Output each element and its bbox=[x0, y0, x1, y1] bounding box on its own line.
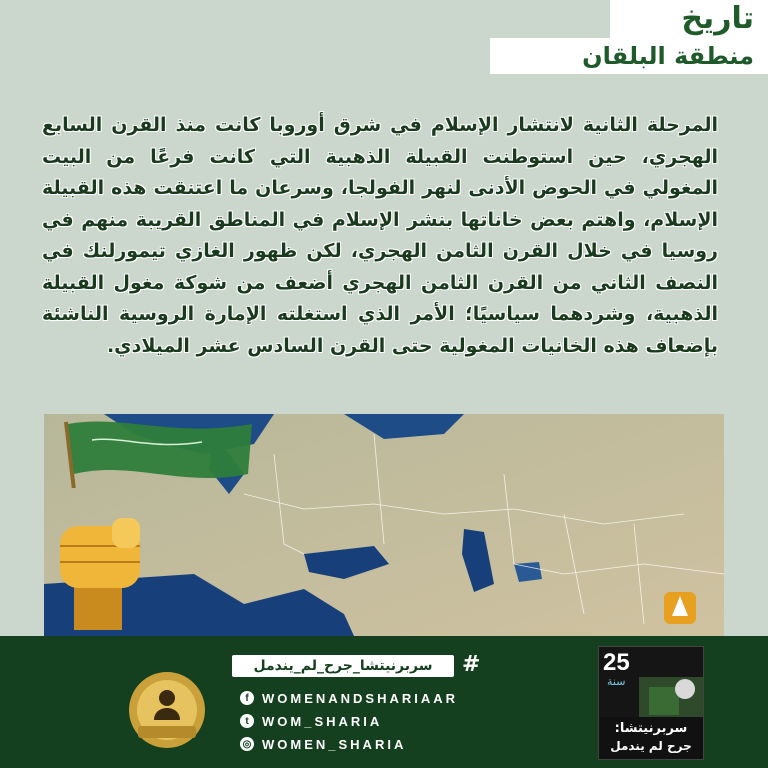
instagram-icon: ◎ bbox=[240, 737, 254, 751]
poster-subtitle: جرح لم يندمل bbox=[610, 739, 692, 753]
instagram-handle: WOMEN_SHARIA bbox=[262, 736, 407, 752]
golden-fist-icon bbox=[52, 510, 162, 630]
women-sharia-logo-icon bbox=[124, 664, 210, 756]
page-subtitle: منطقة البلقان bbox=[490, 38, 768, 74]
facebook-handle: WOMENANDSHARIAAR bbox=[262, 690, 459, 706]
social-twitter[interactable] bbox=[240, 711, 382, 731]
twitter-handle: WOM_SHARIA bbox=[262, 713, 383, 729]
hashtag-label[interactable]: سربرنيتشا_جرح_لم_يندمل bbox=[232, 655, 454, 677]
qissa-logo-icon bbox=[660, 588, 700, 634]
facebook-icon: f bbox=[240, 691, 254, 705]
social-facebook[interactable] bbox=[240, 688, 458, 708]
poster-title: سربرنيتشا: bbox=[614, 721, 688, 736]
twitter-icon: t bbox=[240, 714, 254, 728]
srebrenica-poster bbox=[598, 646, 704, 760]
green-flag-icon bbox=[52, 418, 262, 488]
poster-number: 25 bbox=[603, 649, 630, 676]
social-instagram[interactable] bbox=[240, 734, 406, 754]
article-text: المرحلة الثانية لانتشار الإسلام في شرق أوروبا كانت منذ القرن السابع الهجري، حين استوطنت القبيلة الذهبية التي كانت فرعًا من البيت المغولي في الحوض الأدنى لنهر الفولجا، وسرعان ما اعتنقت هذه القبيلة الإسلام، واهتم بعض خاناتها بنشر الإسلام في المناطق القريبة منهم في روسيا في خلال القرن الثامن الهجري، لكن ظهور الغازي تيمورلنك في النصف الثاني من القرن الثامن الهجري أضعف من شوكة مغول القبيلة الذهبية، وشردهما سياسيًا؛ الأمر الذي استغلته الإمارة الروسية الناشئة بإضعاف هذه الخانيات المغولية حتى القرن السادس عشر الميلادي. bbox=[42, 114, 718, 357]
page-title: تاريخ bbox=[610, 0, 768, 38]
poster-year-label: سنة bbox=[607, 675, 626, 688]
hashtag-sign: # bbox=[462, 652, 481, 677]
